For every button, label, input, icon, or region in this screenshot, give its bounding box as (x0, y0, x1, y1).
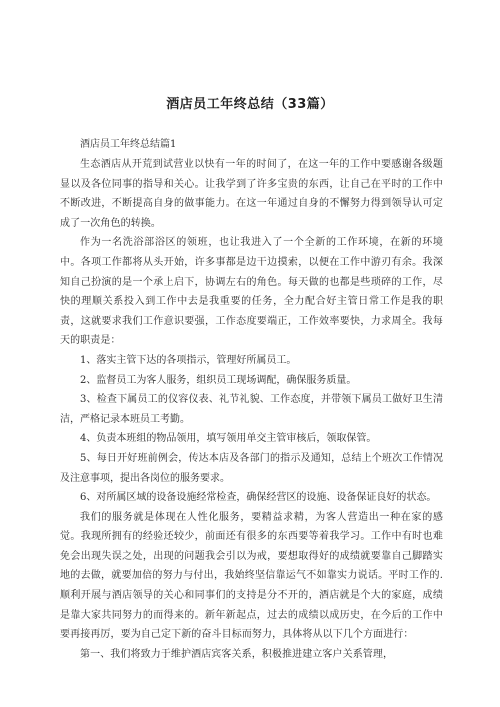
duty-item-2: 2、监督员工为客人服务，组织员工现场调配，确保服务质量。 (80, 374, 357, 386)
duty-item-5: 5、每日开好班前例会，传达本店及各部门的指示及通知，总结上个班次工作情况及注意事项，提出各岗位的服务要求。 (60, 452, 443, 484)
paragraph-intro: 生态酒店从开荒到试营业以快有一年的时间了，在这一年的工作中要感谢各级题显以及各位同事的指导和关心。让我学到了许多宝贵的东西，让自己在平时的工作中不断改进，不断提高自身的做事能力。在这一年通过自身的不懈努力得到领导认可定成了一次角色的转换。 (60, 159, 443, 229)
paragraph-role: 作为一名洗浴部浴区的领班，也让我进入了一个全新的工作环境，在新的环境中。各项工作都将从头开始，许多事都是边干边摸索，以便在工作中游刃有余。我深知自己扮演的是一个承上启下，协调左右的角色。每天做的也都是些琐碎的工作，尽快的理顺关系投入到工作中去是我重要的任务，全力配合好主管日常工作是我的职责，这就要求我们工作意识要强，工作态度要端正，工作效率要快，力求周全。我每天的职责是： (60, 237, 443, 347)
duty-item-3: 3、检查下属员工的仪容仪表、礼节礼貌、工作态度，并带领下属员工做好卫生清洁，严格记录本班员工考勤。 (60, 394, 443, 425)
document-title: 酒店员工年终总结（33篇） (166, 97, 334, 112)
document-body (60, 135, 443, 664)
duty-item-6: 6、对所属区域的设备设施经常检查，确保经营区的设施、设备保证良好的状态。 (80, 492, 437, 504)
paragraph-service: 我们的服务就是体现在人性化服务，要精益求精，为客人营造出一种在家的感觉。我现所拥有的经验还较少，前面还有很多的东西要等着我学习。工作中有时也难免会出现失误之处，出现的问题我会引以为戒，要想取得好的成绩就要靠自己脚踏实地的去做，就要加倍的努力与付出，我始终坚信靠运气不如靠实力说话。平时工作的.顺利开展与酒店领导的关心和同事们的支持是分不开的，酒店就是个大的家庭，成绩是靠大家共同努力的而得来的。新年新起点，过去的成绩以成历史，在今后的工作中要再接再厉，要为自己定下新的奋斗目标而努力，具体将从以下几个方面进行： (60, 511, 443, 641)
paragraph-plan-first: 第一、我们将致力于维护酒店宾客关系，积极推进建立客户关系管理， (80, 648, 394, 660)
duty-item-4: 4、负责本班组的物品领用，填写领用单交主管审核后，领取保管。 (80, 433, 377, 445)
duty-item-1: 1、落实主管下达的各项指示，管理好所属员工。 (80, 354, 297, 366)
section-subheading: 酒店员工年终总结篇1 (80, 139, 177, 150)
